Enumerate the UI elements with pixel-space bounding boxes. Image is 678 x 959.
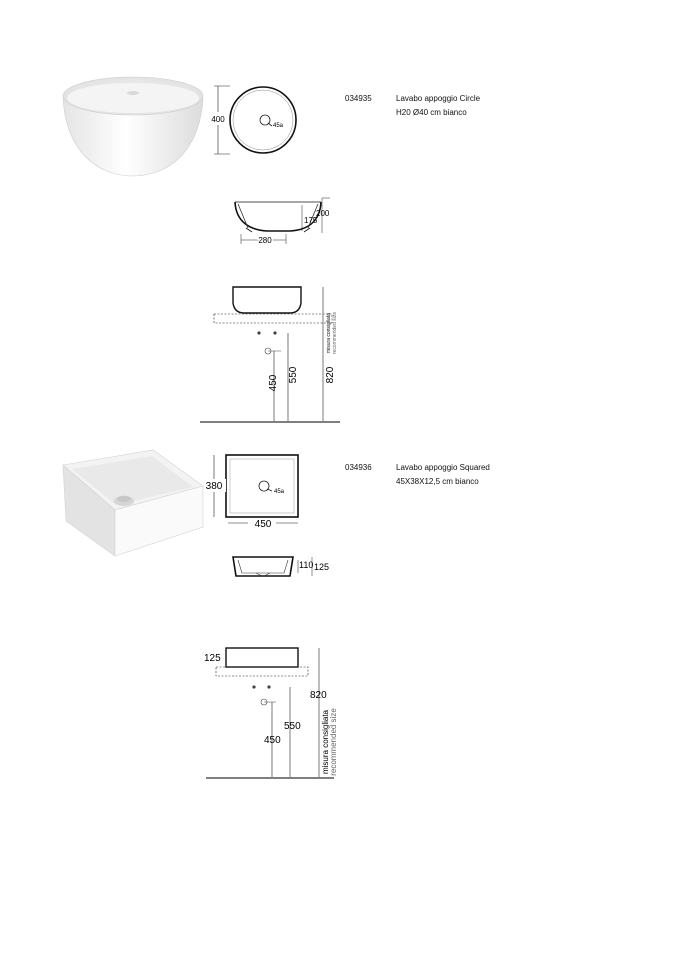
squared-dim-450: 450 [264,735,281,746]
product-spec-squared: 45X38X12,5 cm bianco [396,477,479,486]
circle-dim-550: 550 [288,366,299,384]
squared-height-label: 125 [314,562,330,572]
product-code-squared: 034936 [345,463,372,472]
product-code-circle: 034935 [345,94,372,103]
squared-basin-photo [58,448,208,560]
circle-height-label: 200 [316,209,330,218]
squared-width-label: 450 [254,519,272,530]
circle-note-line1: misura consigliata [326,312,332,354]
circle-outlet-label: 45a [273,123,284,129]
circle-basin-photo [58,72,208,182]
squared-depth-label: 380 [205,481,223,492]
squared-dim-820: 820 [310,690,327,701]
squared-side-view-drawing [226,550,336,584]
circle-installation-drawing [200,283,345,428]
circle-dim-450: 450 [268,374,279,392]
product-name-circle: Lavabo appoggio Circle [396,94,481,103]
product-spec-circle: H20 Ø40 cm bianco [396,108,467,117]
product-name-squared: Lavabo appoggio Squared [396,463,490,472]
squared-note-line2: recommended size [329,708,338,776]
circle-dim-820: 820 [325,366,336,384]
squared-installation-drawing [200,640,345,785]
squared-install-height: 125 [204,653,221,664]
circle-diameter-label: 400 [211,115,225,124]
circle-inner-height-label: 175 [304,216,318,225]
circle-top-view-drawing [208,82,308,160]
circle-note-line2: recommended size [332,311,338,355]
squared-top-view-drawing [200,450,310,530]
squared-note-line1: misura consigliata [321,709,330,775]
squared-inner-height-label: 110 [299,560,314,570]
circle-side-view-drawing [226,192,336,248]
squared-outlet-label: 45a [274,489,285,495]
circle-base-width-label: 280 [258,236,272,245]
squared-dim-550: 550 [284,721,301,732]
